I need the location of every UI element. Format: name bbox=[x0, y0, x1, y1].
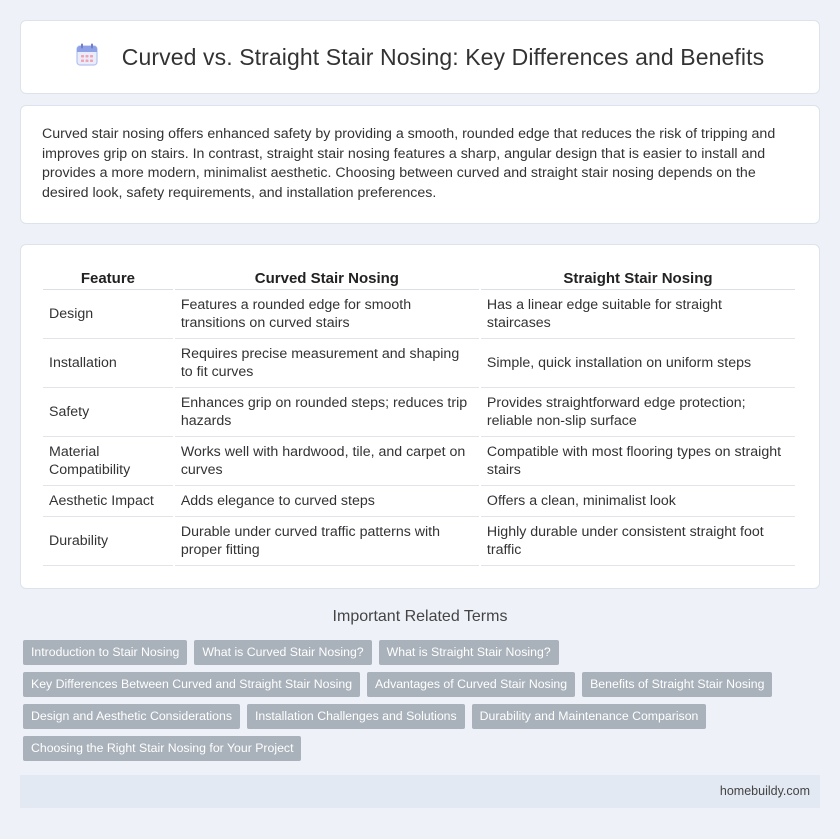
comparison-table bbox=[41, 263, 797, 566]
table-row bbox=[43, 486, 795, 517]
header-straight: Straight Stair Nosing bbox=[481, 263, 795, 290]
table-row bbox=[43, 388, 795, 437]
feature-cell: Design bbox=[43, 290, 173, 339]
straight-cell: Simple, quick installation on uniform steps bbox=[481, 339, 795, 388]
table-row bbox=[43, 339, 795, 388]
related-term-tag[interactable]: Introduction to Stair Nosing bbox=[23, 640, 187, 665]
table-header-row bbox=[43, 263, 795, 290]
curved-cell: Requires precise measurement and shaping to fit curves bbox=[175, 339, 479, 388]
straight-cell: Highly durable under consistent straight foot traffic bbox=[481, 517, 795, 566]
intro-paragraph: Curved stair nosing offers enhanced safety by providing a smooth, rounded edge that reduces the risk of tripping and improves grip on stairs. In contrast, straight stair nosing features a sharp, angular design that is easier to install and provides a more modern, minimalist aesthetic. Choosing between curved and straight stair nosing depends on the desired look, safety requirements, and installation preferences. bbox=[42, 126, 776, 201]
feature-cell: Material Compatibility bbox=[43, 437, 173, 486]
related-term-tag[interactable]: Advantages of Curved Stair Nosing bbox=[367, 672, 575, 697]
feature-cell: Aesthetic Impact bbox=[43, 486, 173, 517]
header-feature: Feature bbox=[43, 263, 173, 290]
straight-cell: Offers a clean, minimalist look bbox=[481, 486, 795, 517]
related-terms-tags bbox=[23, 640, 803, 768]
tag-row bbox=[23, 672, 803, 697]
table-row bbox=[43, 517, 795, 566]
intro-card bbox=[20, 105, 820, 224]
feature-cell: Installation bbox=[43, 339, 173, 388]
straight-cell: Has a linear edge suitable for straight staircases bbox=[481, 290, 795, 339]
related-term-tag[interactable]: Installation Challenges and Solutions bbox=[247, 704, 465, 729]
related-term-tag[interactable]: Design and Aesthetic Considerations bbox=[23, 704, 240, 729]
straight-cell: Provides straightforward edge protection; reliable non-slip surface bbox=[481, 388, 795, 437]
curved-cell: Durable under curved traffic patterns with proper fitting bbox=[175, 517, 479, 566]
related-term-tag[interactable]: Durability and Maintenance Comparison bbox=[472, 704, 707, 729]
curved-cell: Enhances grip on rounded steps; reduces trip hazards bbox=[175, 388, 479, 437]
feature-cell: Durability bbox=[43, 517, 173, 566]
tag-row bbox=[23, 640, 803, 665]
tag-row bbox=[23, 704, 803, 729]
page-title: Curved vs. Straight Stair Nosing: Key Differences and Benefits bbox=[121, 43, 765, 70]
related-term-tag[interactable]: Benefits of Straight Stair Nosing bbox=[582, 672, 772, 697]
related-terms-title: Important Related Terms bbox=[332, 608, 508, 625]
curved-cell: Works well with hardwood, tile, and carpet on curves bbox=[175, 437, 479, 486]
related-term-tag[interactable]: Choosing the Right Stair Nosing for Your Project bbox=[23, 736, 301, 761]
tag-row bbox=[23, 736, 803, 761]
table-row bbox=[43, 290, 795, 339]
comparison-card bbox=[20, 244, 820, 589]
feature-cell: Safety bbox=[43, 388, 173, 437]
header-card bbox=[20, 20, 820, 94]
related-term-tag[interactable]: Key Differences Between Curved and Straight Stair Nosing bbox=[23, 672, 360, 697]
related-term-tag[interactable]: What is Curved Stair Nosing? bbox=[194, 640, 371, 665]
footer bbox=[20, 775, 820, 808]
header-curved: Curved Stair Nosing bbox=[175, 263, 479, 290]
related-term-tag[interactable]: What is Straight Stair Nosing? bbox=[379, 640, 559, 665]
calendar-icon bbox=[76, 43, 122, 72]
straight-cell: Compatible with most flooring types on straight stairs bbox=[481, 437, 795, 486]
curved-cell: Features a rounded edge for smooth transitions on curved stairs bbox=[175, 290, 479, 339]
curved-cell: Adds elegance to curved steps bbox=[175, 486, 479, 517]
footer-site-name: homebuildy.com bbox=[719, 784, 810, 798]
table-row bbox=[43, 437, 795, 486]
